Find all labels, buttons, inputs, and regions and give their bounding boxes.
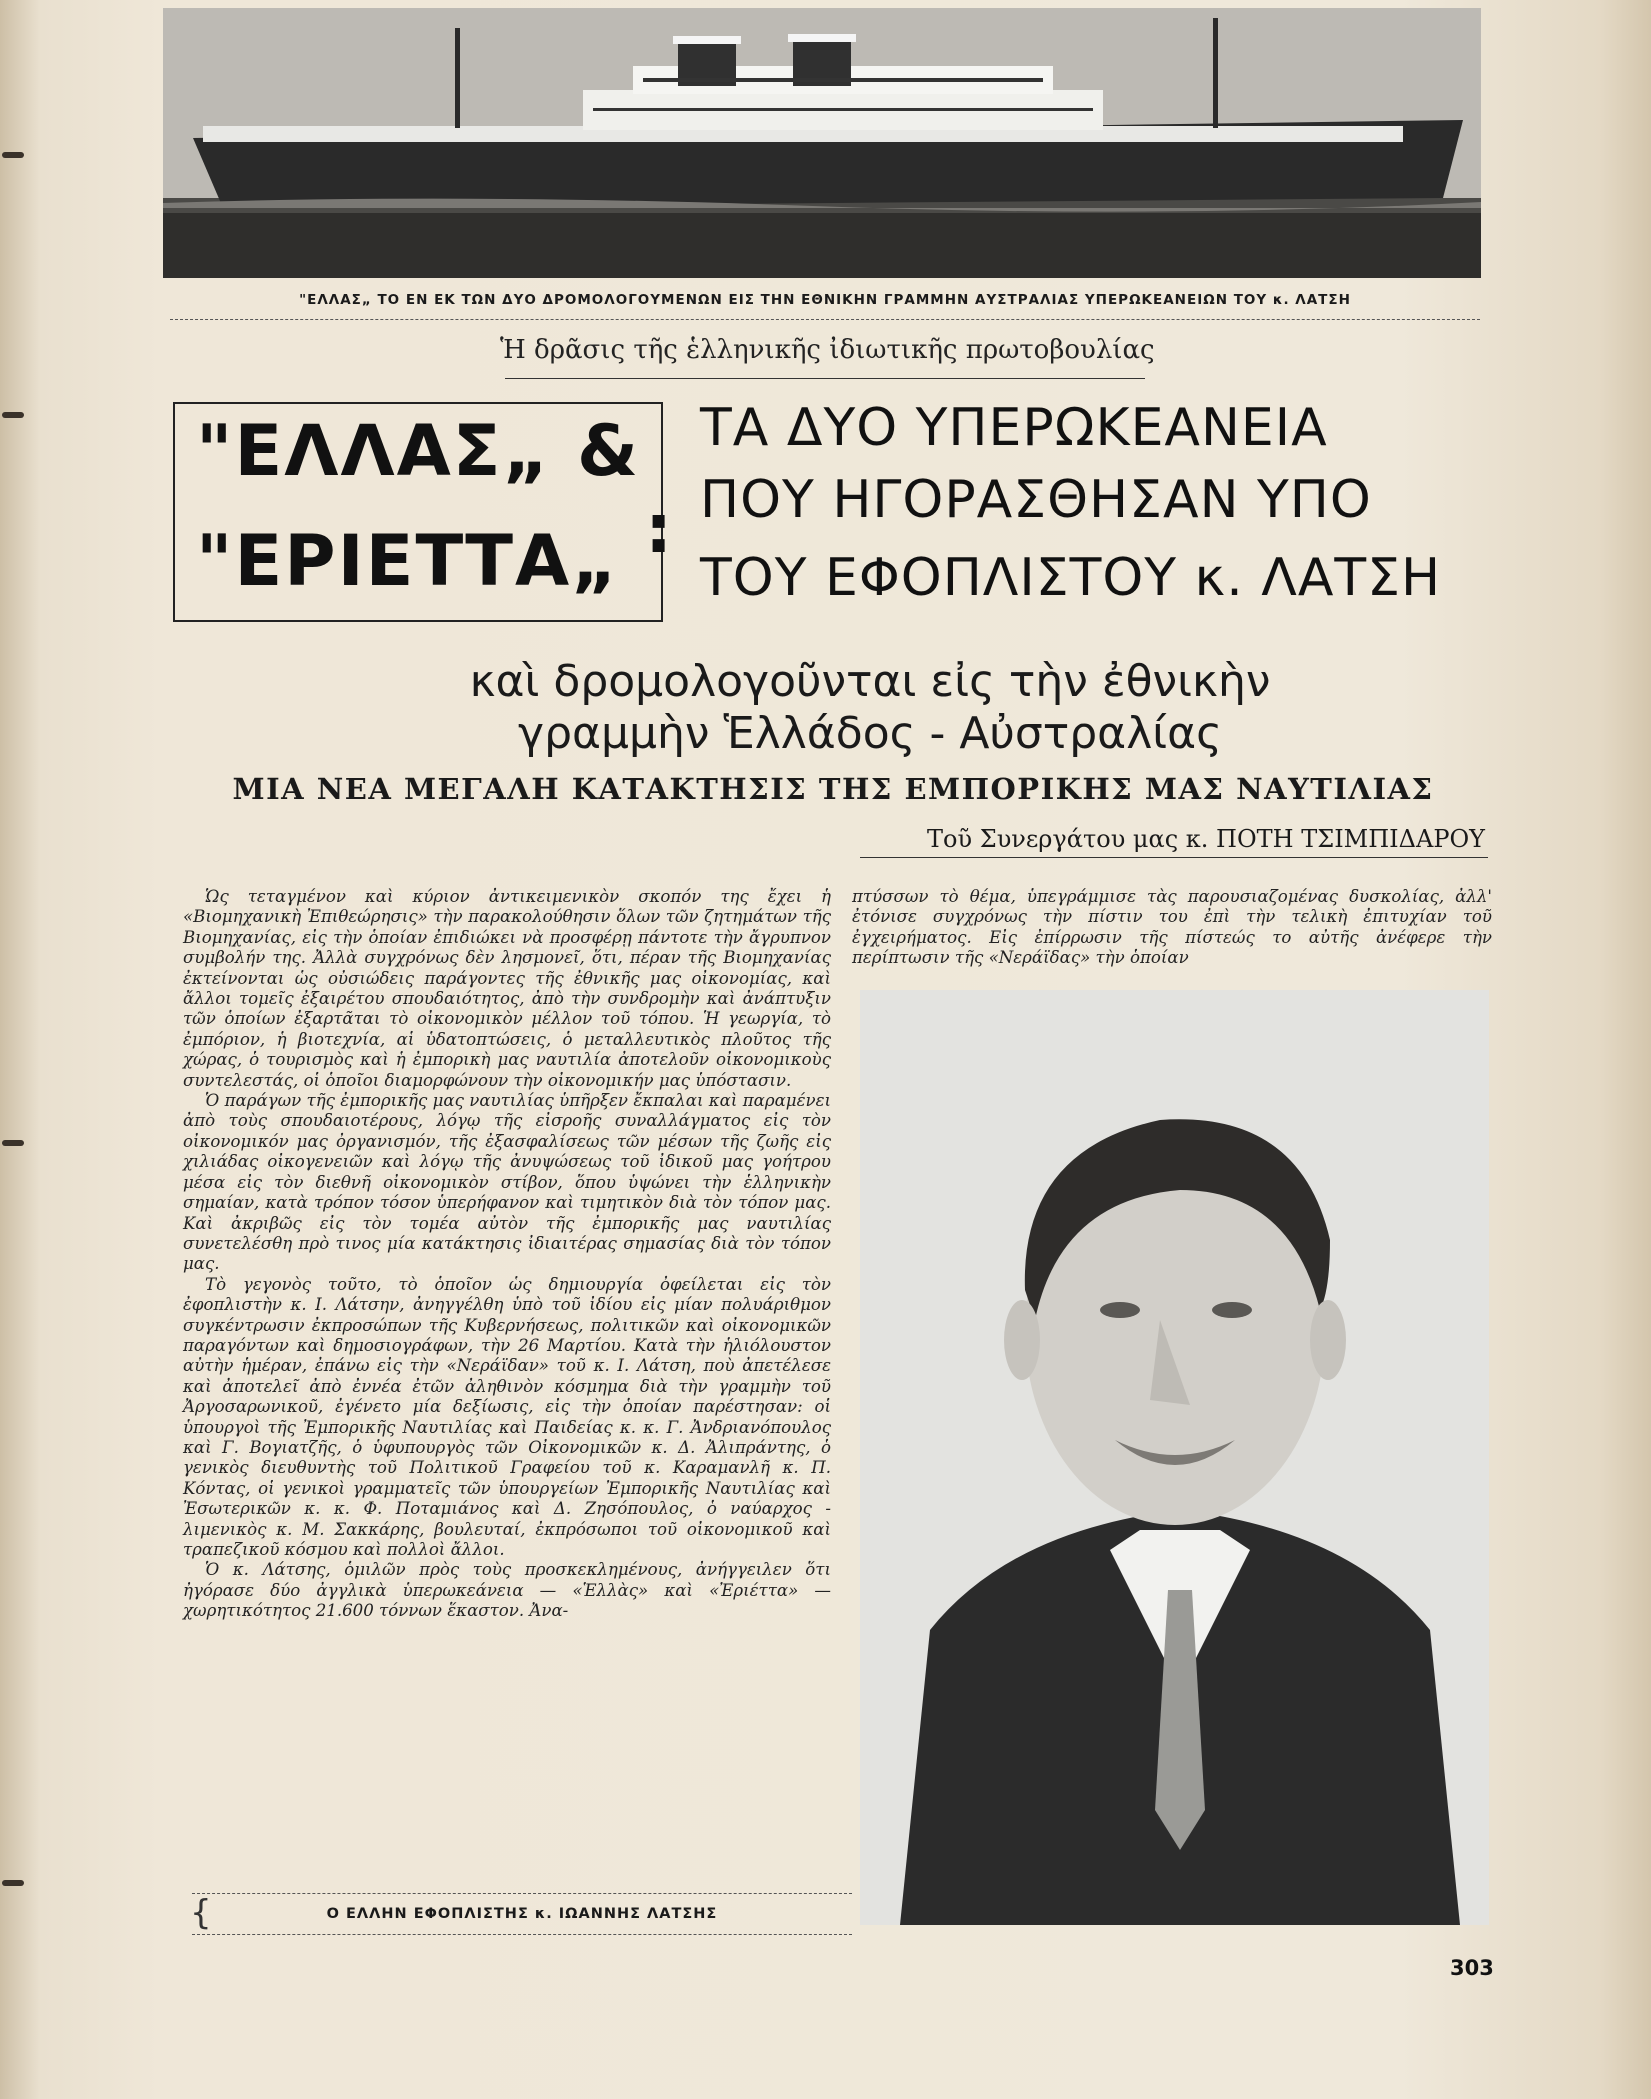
- byline: Τοῦ Συνεργάτου μας κ. ΠΟΤΗ ΤΣΙΜΠΙΔΑΡΟΥ: [927, 825, 1485, 853]
- title-colon: :: [645, 490, 673, 569]
- headline-line-3: ΤΟΥ ΕΦΟΠΛΙΣΤΟΥ κ. ΛΑΤΣΗ: [700, 548, 1442, 608]
- ship-photo-illustration: [163, 8, 1481, 278]
- binding-hole-mark: [2, 1880, 24, 1886]
- kicker-rule: [505, 378, 1145, 379]
- paragraph: Ὁ παράγων τῆς ἐμπορικῆς μας ναυτιλίας ὑπῆρξεν ἔκπαλαι καὶ παραμένει ἀπὸ τοὺς σπουδαιοτέρους, λόγῳ τῆς εἰσροῆς συναλλάγματος εἰς τὸν οἰκονομικόν μας ὀργανισμόν, τῆς ἐξασφαλίσεως τῶν μέσων τῆς ζωῆς εἰς χιλιάδας οἰκογενειῶν καὶ λόγῳ τῆς ἀνυψώσεως τοῦ ἰδικοῦ μας γοήτρου μέσα εἰς τὸν διεθνῆ οἰκονομικὸν στίβον, ὅπου ὑψώνει τὴν ἑλληνικὴν σημαίαν, κατὰ τρόπον τόσον ὑπερήφανον καὶ τιμητικὸν διὰ τὸν τόπον μας. Καὶ ἀκριβῶς εἰς τὸν τομέα αὐτὸν τῆς ἐμπορικῆς μας ναυτιλίας συνετελέσθη πρὸ τινος μία κατάκτησις ἰδιαιτέρας σημασίας διὰ τὸν τόπον μας.: [183, 1091, 831, 1274]
- strapline: ΜΙΑ ΝΕΑ ΜΕΓΑΛΗ ΚΑΤΑΚΤΗΣΙΣ ΤΗΣ ΕΜΠΟΡΙΚΗΣ ΜΑΣ ΝΑΥΤΙΛΙΑΣ: [232, 772, 1434, 806]
- subheadline-line-2: γραμμὴν Ἑλλάδος - Αὐστραλίας: [518, 708, 1222, 759]
- title-ship-erietta: "ΕΡΙΕΤΤΑ„: [196, 520, 620, 602]
- binding-hole-mark: [2, 152, 24, 158]
- paragraph: Ὡς τεταγμένον καὶ κύριον ἀντικειμενικὸν σκοπόν της ἔχει ἡ «Βιομηχανικὴ Ἐπιθεώρησις» τὴν παρακολούθησιν ὅλων τῶν ζητημάτων τῆς Βιομηχανίας, εἰς τὴν ὁποίαν ἐπιδιώκει νὰ προσφέρῃ πάντοτε τὴν ἄγρυπνον συμβολήν της. Ἀλλὰ συγχρόνως δὲν λησμονεῖ, ὅτι, πέραν τῆς Βιομηχανίας ἐκτείνονται ὡς οὐσιώδεις παράγοντες τῆς ἐθνικῆς μας οἰκονομίας, καὶ ἄλλοι τομεῖς ἐξαιρέτου σπουδαιότητος, ἀπὸ τὴν συνδρομὴν καὶ ἀνάπτυξιν τῶν ὁποίων ἐξαρτᾶται τὸ οἰκονομικὸν μέλλον τοῦ τόπου. Ἡ γεωργία, τὸ ἐμπόριον, ἡ βιοτεχνία, αἱ ὑδατοπτώσεις, ὁ μεταλλευτικὸς πλοῦτος τῆς χώρας, ὁ τουρισμὸς καὶ ἡ ἐμπορικὴ μας ναυτιλία ἀποτελοῦν οἰκονομικοὺς συντελεστάς, οἱ ὁποῖοι διαμορφώνουν τὴν οἰκονομικήν μας ὑπόστασιν.: [183, 887, 831, 1090]
- article-body-right: [852, 887, 1492, 969]
- portrait-photo: [860, 990, 1489, 1925]
- headline-line-2: ΠΟΥ ΗΓΟΡΑΣΘΗΣΑΝ ΥΠΟ: [700, 470, 1372, 530]
- article-body-left: [183, 887, 831, 1622]
- title-ship-ellas: "ΕΛΛΑΣ„ &: [196, 410, 641, 492]
- paragraph: πτύσσων τὸ θέμα, ὑπεγράμμισε τὰς παρουσιαζομένας δυσκολίας, ἀλλ' ἐτόνισε συγχρόνως τὴν πίστιν του ἐπὶ τὴν τελικὴ ἐπιτυχίαν τοῦ ἐγχειρήματος. Εἰς ἐπίρρωσιν τῆς πίστεώς το αὐτῆς ἀνέφερε τὴν περίπτωσιν τῆς «Νεράϊδας» τὴν ὁποίαν: [852, 887, 1492, 968]
- headline-line-1: ΤΑ ΔΥΟ ΥΠΕΡΩΚΕΑΝΕΙΑ: [700, 398, 1328, 458]
- binding-hole-mark: [2, 1140, 24, 1146]
- portrait-caption: Ο ΕΛΛΗΝ ΕΦΟΠΛΙΣΤΗΣ κ. ΙΩΑΝΝΗΣ ΛΑΤΣΗΣ: [192, 1893, 852, 1935]
- binding-hole-mark: [2, 412, 24, 418]
- kicker-line: Ἡ δρᾶσις τῆς ἑλληνικῆς ἰδιωτικῆς πρωτοβουλίας: [500, 335, 1155, 365]
- subheadline-line-1: καὶ δρομολογοῦνται εἰς τὴν ἐθνικὴν: [469, 656, 1271, 707]
- paragraph: Τὸ γεγονὸς τοῦτο, τὸ ὁποῖον ὡς δημιουργία ὀφείλεται εἰς τὸν ἐφοπλιστὴν κ. Ι. Λάτσην, ἀνηγγέλθη ὑπὸ τοῦ ἰδίου εἰς μίαν πολυάριθμον συγκέντρωσιν ἐκπροσώπων τῆς Κυβερνήσεως, πολιτικῶν καὶ οἰκονομικῶν παραγόντων καὶ δημοσιογράφων, τὴν 26 Μαρτίου. Κατὰ τὴν ἡλιόλουστον αὐτὴν ἡμέραν, ἐπάνω εἰς τὴν «Νεράϊδαν» τοῦ κ. Ι. Λάτση, ποὺ ἀπετέλεσε καὶ ἀποτελεῖ ἀπὸ ἐννέα ἐτῶν ἀληθινὸν κόσμημα διὰ τὴν γραμμὴν τοῦ Ἀργοσαρωνικοῦ, ἐγένετο μία δεξίωσις, εἰς τὴν ὁποίαν παρέστησαν: οἱ ὑπουργοὶ τῆς Ἐμπορικῆς Ναυτιλίας καὶ Παιδείας κ. κ. Γ. Ἀνδριανόπουλος καὶ Γ. Βογιατζῆς, ὁ ὑφυπουργὸς τῶν Οἰκονομικῶν κ. Δ. Ἀλιπράντης, ὁ γενικὸς διευθυντὴς τοῦ Πολιτικοῦ Γραφείου τοῦ κ. Καραμανλῆ κ. Π. Κόντας, οἱ γενικοὶ γραμματεῖς τῶν ὑπουργείων Ἐμπορικῆς Ναυτιλίας καὶ Ἐσωτερικῶν κ. κ. Φ. Ποταμιάνος καὶ Δ. Ζησόπουλος, ὁ ναύαρχος - λιμενικὸς κ. Μ. Σακκάρης, βουλευταί, ἐκπρόσωποι τοῦ οἰκονομικοῦ καὶ τραπεζικοῦ κόσμου καὶ πολλοὶ ἄλλοι.: [183, 1274, 831, 1559]
- portrait-illustration: [860, 990, 1489, 1925]
- page-number: 303: [1450, 1956, 1494, 1980]
- paragraph: Ὁ κ. Λάτσης, ὁμιλῶν πρὸς τοὺς προσκεκλημένους, ἀνήγγειλεν ὅτι ἠγόρασε δύο ἀγγλικὰ ὑπερωκεάνεια — «Ἑλλὰς» καὶ «Ἐριέττα» — χωρητικότητος 21.600 τόννων ἕκαστον. Ἀνα-: [183, 1560, 831, 1621]
- caption-brace-left: {: [190, 1893, 212, 1933]
- ship-caption: "ΕΛΛΑΣ„ ΤΟ ΕΝ ΕΚ ΤΩΝ ΔΥΟ ΔΡΟΜΟΛΟΓΟΥΜΕΝΩΝ ΕΙΣ ΤΗΝ ΕΘΝΙΚΗΝ ΓΡΑΜΜΗΝ ΑΥΣΤΡΑΛΙΑΣ ΥΠΕΡΩΚΕΑΝΕΙΩΝ ΤΟΥ κ. ΛΑΤΣΗ: [170, 281, 1480, 320]
- ship-photo: [163, 8, 1481, 278]
- byline-rule: [860, 857, 1488, 858]
